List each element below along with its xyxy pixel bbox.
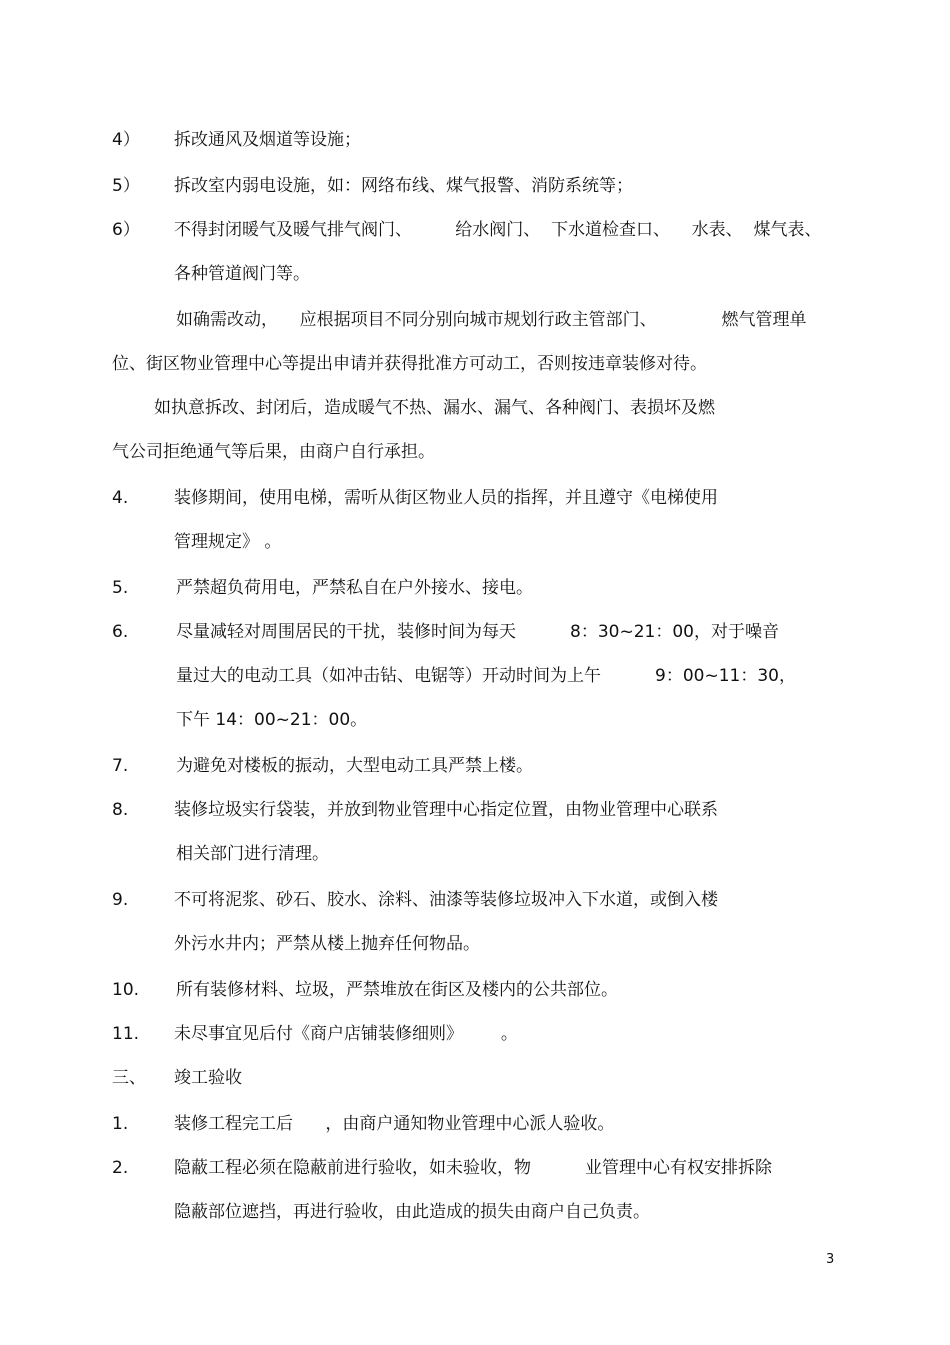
item-text: 不得封闭暖气及暖气排气阀门、 给水阀门、 下水道检查口、 水表、 煤气表、: [174, 220, 822, 240]
section-number: 三、: [112, 1068, 146, 1088]
paragraph-line: 位、街区物业管理中心等提出申请并获得批准方可动工，否则按违章装修对待。: [112, 354, 707, 374]
rule-text: 相关部门进行清理。: [176, 844, 329, 864]
rule-text: 严禁超负荷用电，严禁私自在户外接水、接电。: [176, 578, 533, 598]
rule-text: 下午 14：00~21：00。: [176, 710, 368, 730]
paragraph-line: 如确需改动， 应根据项目不同分别向城市规划行政主管部门、 燃气管理单: [176, 310, 807, 330]
rule-number: 7.: [112, 756, 129, 776]
section-title: 竣工验收: [174, 1068, 242, 1088]
rule-text: 装修垃圾实行袋装，并放到物业管理中心指定位置，由物业管理中心联系: [174, 800, 718, 820]
rule-number: 5.: [112, 578, 129, 598]
rule-text: 装修期间，使用电梯，需听从街区物业人员的指挥，并且遵守《电梯使用: [174, 488, 718, 508]
rule-text: 外污水井内；严禁从楼上抛弃任何物品。: [174, 934, 480, 954]
item-number: 5）: [112, 176, 140, 196]
item-text: 拆改室内弱电设施，如：网络布线、煤气报警、消防系统等；: [174, 176, 633, 196]
rule-text: 不可将泥浆、砂石、胶水、涂料、油漆等装修垃圾冲入下水道，或倒入楼: [174, 890, 718, 910]
paragraph-line: 气公司拒绝通气等后果，由商户自行承担。: [112, 442, 435, 462]
item-text: 拆改通风及烟道等设施；: [174, 130, 361, 150]
rule-number: 11.: [112, 1024, 140, 1044]
rule-text: 管理规定》 。: [174, 532, 282, 552]
rule-text: 为避免对楼板的振动，大型电动工具严禁上楼。: [176, 756, 533, 776]
rule-number: 9.: [112, 890, 129, 910]
rule-text: 尽量减轻对周围居民的干扰，装修时间为每天 8：30~21：00，对于噪音: [176, 622, 779, 642]
rule-text: 未尽事宜见后付《商户店铺装修细则》 。: [174, 1024, 518, 1044]
item-text: 各种管道阀门等。: [174, 264, 310, 284]
rule-text: 所有装修材料、垃圾，严禁堆放在街区及楼内的公共部位。: [176, 980, 618, 1000]
page-number: 3: [826, 1252, 835, 1267]
rule-number: 6.: [112, 622, 129, 642]
rule-text: 量过大的电动工具（如冲击钻、电锯等）开动时间为上午 9：00~11：30，: [176, 666, 796, 686]
rule-number: 8.: [112, 800, 129, 820]
acceptance-text: 装修工程完工后 ，由商户通知物业管理中心派人验收。: [174, 1114, 615, 1134]
rule-number: 4.: [112, 488, 129, 508]
acceptance-number: 2.: [112, 1158, 129, 1178]
rule-number: 10.: [112, 980, 140, 1000]
acceptance-text: 隐蔽部位遮挡，再进行验收，由此造成的损失由商户自己负责。: [174, 1202, 650, 1222]
paragraph-line: 如执意拆改、封闭后，造成暖气不热、漏水、漏气、各种阀门、表损坏及燃: [154, 398, 715, 418]
item-number: 6）: [112, 220, 140, 240]
acceptance-text: 隐蔽工程必须在隐蔽前进行验收，如未验收，物 业管理中心有权安排拆除: [174, 1158, 773, 1178]
item-number: 4）: [112, 130, 140, 150]
acceptance-number: 1.: [112, 1114, 129, 1134]
